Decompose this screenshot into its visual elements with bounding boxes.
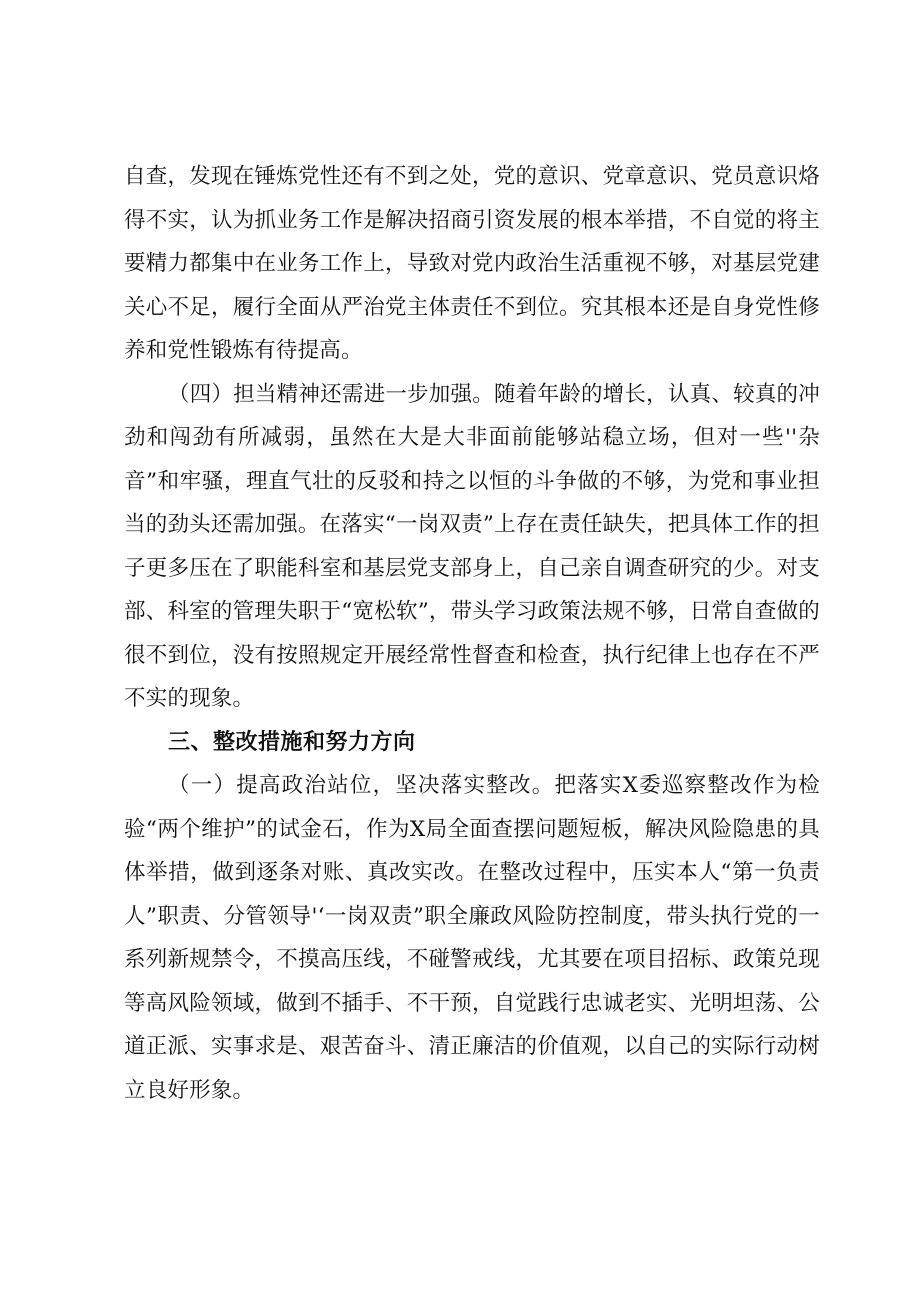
document-body (124, 155, 820, 1112)
paragraph-responsibility: （四）担当精神还需进一步加强。随着年龄的增长，认真、较真的冲劲和闯劲有所减弱，虽然在大是大非面前能够站稳立场，但对一些''杂音”和牢骚，理直气壮的反驳和持之以恒的斗争做的不够，为党和事业担当的劲头还需加强。在落实“一岗双责”上存在责任缺失，把具体工作的担子更多压在了职能科室和基层党支部身上，自己亲自调查研究的少。对支部、科室的管理失职于“宽松软”，带头学习政策法规不够，日常自查做的很不到位，没有按照规定开展经常性督查和检查，执行纪律上也存在不严不实的现象。 (124, 381, 820, 711)
paragraph-self-check: 自查，发现在锤炼党性还有不到之处，党的意识、党章意识、党员意识烙得不实，认为抓业务工作是解决招商引资发展的根本举措，不自觉的将主要精力都集中在业务工作上，导致对党内政治生活重视不够，对基层党建关心不足，履行全面从严治党主体责任不到位。究其根本还是自身党性修养和党性锻炼有待提高。 (124, 164, 820, 363)
section-heading: 三、整改措施和努力方向 (168, 729, 416, 755)
paragraph-measure-1: （一）提高政治站位，坚决落实整改。把落实X委巡察整改作为检验“两个维护”的试金石，作为X局全面查摆问题短板，解决风险隐患的具体举措，做到逐条对账、真改实改。在整改过程中，压实本人“第一负责人”职责、分管领导'‘一岗双责”职全廉政风险防控制度，带头执行党的一系列新规禁令，不摸高压线，不碰警戒线，尤其要在项目招标、政策兑现等高风险领域，做到不插手、不干预，自觉践行忠诚老实、光明坦荡、公道正派、实事求是、艰苦奋斗、清正廉洁的价值观，以自己的实际行动树立良好形象。 (124, 773, 820, 1103)
